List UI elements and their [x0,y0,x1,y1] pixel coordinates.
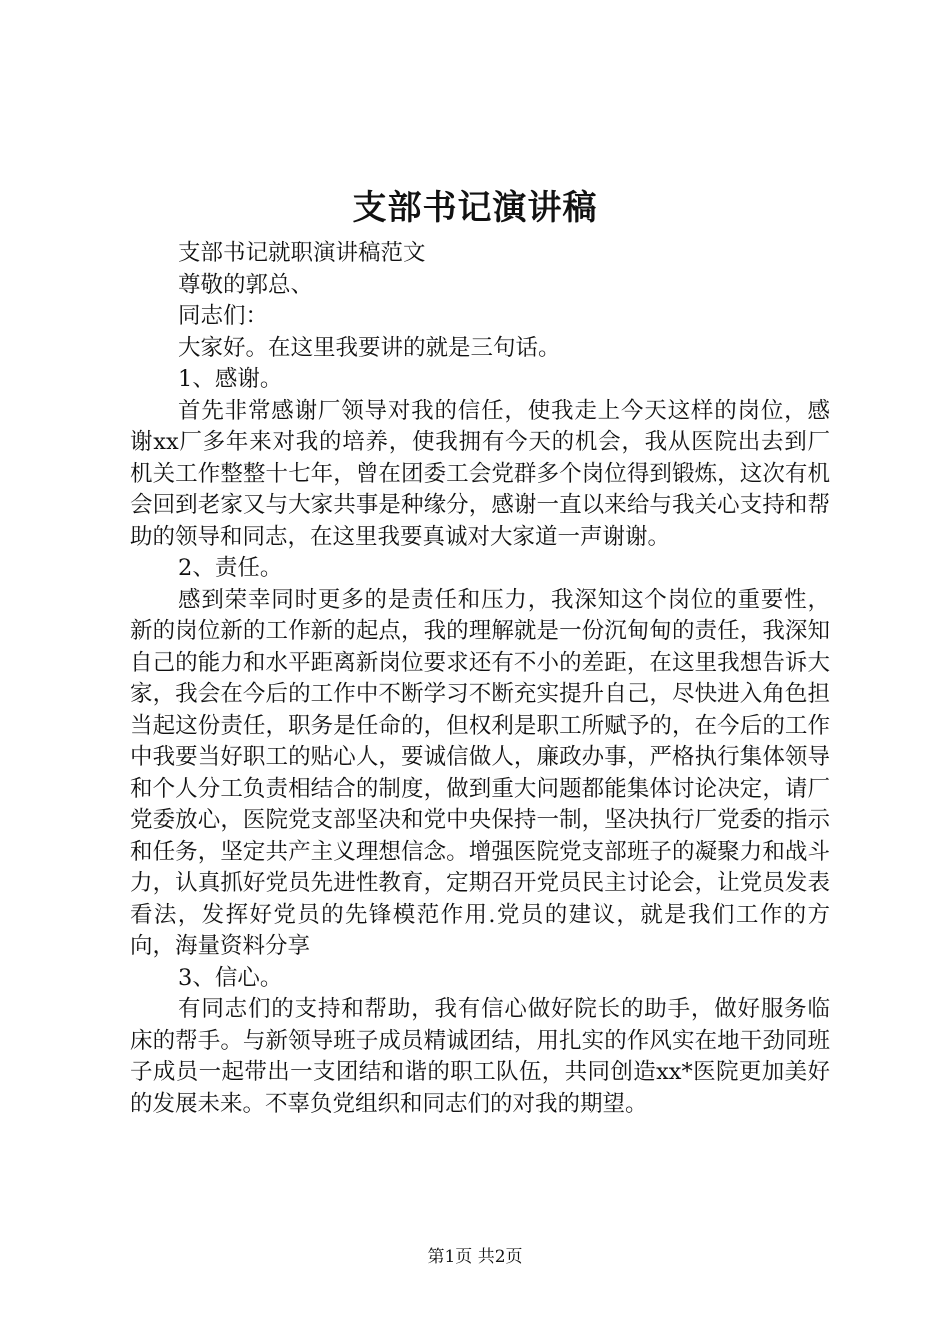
section-heading: 1、感谢。 [178,366,283,392]
salutation-line: 尊敬的郭总、 [178,271,314,298]
salutation-line: 同志们： [178,303,269,329]
section-heading: 3、信心。 [178,964,283,991]
document-body [130,238,830,1120]
paragraph-thanks: 首先非常感谢厂领导对我的信任，使我走上今天这样的岗位，感谢xx厂多年来对我的培养，使我拥有今天的机会，我从医院出去到厂机关工作整整十七年，曾在团委工会党群多个岗位得到锻炼，这次有机会回到老家又与大家共事是种缘分，感谢一直以来给与我关心支持和帮助的领导和同志，在这里我要真诚对大家道一声谢谢。 [130,397,830,550]
section-heading: 2、责任。 [178,555,283,581]
greeting-line: 大家好。在这里我要讲的就是三句话。 [178,334,561,361]
paragraph-confidence: 有同志们的支持和帮助，我有信心做好院长的助手，做好服务临床的帮手。与新领导班子成员精诚团结，用扎实的作风实在地干劲同班子成员一起带出一支团结和谐的职工队伍，共同创造xx*医院更加美好的发展未来。不辜负党组织和同志们的对我的期望。 [130,996,830,1117]
paragraph-responsibility: 感到荣幸同时更多的是责任和压力，我深知这个岗位的重要性，新的岗位新的工作新的起点，我的理解就是一份沉甸甸的责任，我深知自己的能力和水平距离新岗位要求还有不小的差距，在这里我想告诉大家，我会在今后的工作中不断学习不断充实提升自己，尽快进入角色担当起这份责任，职务是任命的，但权利是职工所赋予的，在今后的工作中我要当好职工的贴心人，要诚信做人，廉政办事，严格执行集体领导和个人分工负责相结合的制度，做到重大问题都能集体讨论决定，请厂党委放心，医院党支部坚决和党中央保持一制，坚决执行厂党委的指示和任务，坚定共产主义理想信念。增强医院党支部班子的凝聚力和战斗力，认真抓好党员先进性教育，定期召开党员民主讨论会，让党员发表看法，发挥好党员的先锋模范作用.党员的建议，就是我们工作的方向，海量资料分享 [130,586,830,959]
page-number: 第1页 共2页 [427,1247,523,1267]
document-title: 支部书记演讲稿 [352,188,598,228]
subtitle-line: 支部书记就职演讲稿范文 [178,240,426,266]
